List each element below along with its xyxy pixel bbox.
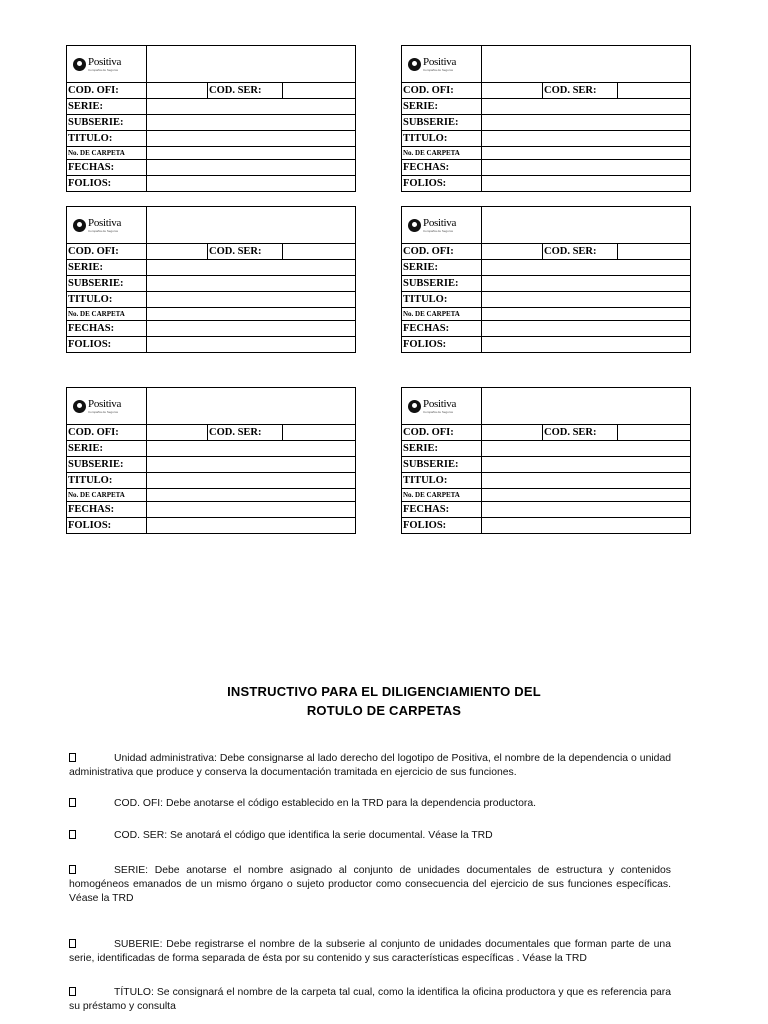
serie-field[interactable]: [482, 99, 690, 114]
carpeta-label: No. DE CARPETA: [67, 308, 147, 320]
logo: [402, 207, 482, 243]
folios-field[interactable]: [482, 176, 690, 191]
subserie-row: [402, 457, 690, 473]
instruction-text: COD. OFI: Debe anotarse el código establecido en la TRD para la dependencia productora.: [114, 798, 537, 809]
logo-text: Positiva: [88, 397, 122, 410]
serie-label: SERIE:: [67, 99, 147, 114]
folios-label: FOLIOS:: [67, 176, 147, 191]
carpeta-label: No. DE CARPETA: [402, 489, 482, 501]
subserie-row: [402, 276, 690, 292]
logo-subtext: Compañía de Seguros: [88, 67, 119, 72]
cod-ser-field[interactable]: [618, 83, 690, 98]
carpeta-label: No. DE CARPETA: [402, 147, 482, 159]
carpeta-label: No. DE CARPETA: [67, 489, 147, 501]
bullet-icon: [69, 798, 76, 807]
cod-ser-label: COD. SER:: [543, 244, 618, 259]
folios-row: [67, 337, 355, 352]
cod-ser-field[interactable]: [283, 83, 355, 98]
positiva-logo-icon: [73, 400, 86, 413]
subserie-label: SUBSERIE:: [402, 115, 482, 130]
titulo-row: [402, 473, 690, 489]
positiva-logo-icon: [408, 400, 421, 413]
folios-field[interactable]: [147, 518, 355, 533]
titulo-row: [67, 473, 355, 489]
serie-field[interactable]: [482, 441, 690, 456]
instruction-subserie: [69, 938, 671, 966]
subserie-field[interactable]: [147, 457, 355, 472]
logo: [402, 46, 482, 82]
cod-ofi-field[interactable]: [147, 83, 208, 98]
cod-ofi-label: COD. OFI:: [402, 244, 482, 259]
carpeta-row: [402, 308, 690, 321]
unit-name-field[interactable]: [147, 46, 355, 82]
label-header: [67, 207, 355, 244]
carpeta-row: [402, 489, 690, 502]
serie-row: [402, 260, 690, 276]
carpeta-field[interactable]: [147, 308, 355, 320]
fechas-field[interactable]: [482, 502, 690, 517]
unit-name-field[interactable]: [482, 388, 690, 424]
logo: [67, 388, 147, 424]
cod-ofi-field[interactable]: [147, 244, 208, 259]
serie-field[interactable]: [147, 260, 355, 275]
serie-row: [402, 99, 690, 115]
logo-text: Positiva: [423, 397, 457, 410]
positiva-logo-icon: [73, 219, 86, 232]
logo-subtext: Compañía de Seguros: [88, 409, 119, 414]
label-header: [402, 207, 690, 244]
carpeta-field[interactable]: [147, 147, 355, 159]
label-header: [67, 46, 355, 83]
logo-subtext: Compañía de Seguros: [423, 228, 454, 233]
folder-label-card: [66, 45, 356, 192]
folios-label: FOLIOS:: [402, 337, 482, 352]
serie-field[interactable]: [147, 99, 355, 114]
carpeta-field[interactable]: [482, 308, 690, 320]
subserie-row: [67, 457, 355, 473]
folios-row: [402, 176, 690, 191]
folios-label: FOLIOS:: [402, 176, 482, 191]
unit-name-field[interactable]: [147, 388, 355, 424]
folios-row: [402, 337, 690, 352]
fechas-row: [67, 321, 355, 337]
subserie-label: SUBSERIE:: [402, 457, 482, 472]
logo: [67, 46, 147, 82]
titulo-label: TITULO:: [402, 473, 482, 488]
bullet-icon: [69, 753, 76, 762]
folios-row: [67, 176, 355, 191]
instruction-text: Unidad administrativa: Debe consignarse al lado derecho del logotipo de Positiva, el nombre de la dependencia o unidad administrativa que produce y conserva la documentación tramitada en ejercicio de sus funciones.: [69, 753, 671, 778]
serie-row: [402, 441, 690, 457]
cod-ofi-label: COD. OFI:: [67, 425, 147, 440]
fechas-label: FECHAS:: [402, 502, 482, 517]
folios-field[interactable]: [147, 176, 355, 191]
folios-field[interactable]: [482, 337, 690, 352]
subserie-field[interactable]: [482, 115, 690, 130]
cod-row: [67, 83, 355, 99]
titulo-field[interactable]: [482, 473, 690, 488]
subserie-label: SUBSERIE:: [67, 276, 147, 291]
titulo-field[interactable]: [147, 473, 355, 488]
fechas-label: FECHAS:: [67, 160, 147, 175]
unit-name-field[interactable]: [482, 46, 690, 82]
titulo-row: [402, 292, 690, 308]
fechas-field[interactable]: [147, 160, 355, 175]
titulo-row: [67, 131, 355, 147]
titulo-label: TITULO:: [402, 131, 482, 146]
subserie-field[interactable]: [147, 276, 355, 291]
logo-text: Positiva: [88, 216, 122, 229]
fechas-field[interactable]: [482, 160, 690, 175]
cod-row: [402, 244, 690, 260]
cod-ser-label: COD. SER:: [208, 244, 283, 259]
instruction-text: SERIE: Debe anotarse el nombre asignado al conjunto de unidades documentales de estructura y contenidos homogéneos emanados de un mismo órgano o sujeto productor como consecuencia del ejercicio de sus funciones específicas. Véase la TRD: [69, 865, 671, 904]
fechas-field[interactable]: [482, 321, 690, 336]
bullet-icon: [69, 987, 76, 996]
carpeta-label: No. DE CARPETA: [402, 308, 482, 320]
serie-row: [67, 99, 355, 115]
cod-ofi-label: COD. OFI:: [402, 425, 482, 440]
carpeta-field[interactable]: [482, 147, 690, 159]
folios-row: [402, 518, 690, 533]
fechas-field[interactable]: [147, 502, 355, 517]
folios-field[interactable]: [147, 337, 355, 352]
cod-ofi-label: COD. OFI:: [67, 244, 147, 259]
cod-ser-label: COD. SER:: [208, 83, 283, 98]
bullet-icon: [69, 830, 76, 839]
serie-label: SERIE:: [67, 441, 147, 456]
cod-ser-label: COD. SER:: [543, 83, 618, 98]
serie-label: SERIE:: [402, 260, 482, 275]
titulo-field[interactable]: [147, 292, 355, 307]
logo-subtext: Compañía de Seguros: [88, 228, 119, 233]
cod-ser-field[interactable]: [283, 244, 355, 259]
instruction-text: TÍTULO: Se consignará el nombre de la carpeta tal cual, como la identifica la oficina productora y que es referencia para su préstamo y consulta: [69, 987, 671, 1012]
subserie-row: [67, 115, 355, 131]
cod-ser-field[interactable]: [618, 425, 690, 440]
cod-row: [402, 83, 690, 99]
folios-row: [67, 518, 355, 533]
serie-label: SERIE:: [67, 260, 147, 275]
positiva-logo-icon: [73, 58, 86, 71]
positiva-logo-icon: [408, 219, 421, 232]
cod-ser-field[interactable]: [618, 244, 690, 259]
folios-label: FOLIOS:: [402, 518, 482, 533]
label-header: [67, 388, 355, 425]
carpeta-label: No. DE CARPETA: [67, 147, 147, 159]
fechas-label: FECHAS:: [67, 502, 147, 517]
cod-ser-label: COD. SER:: [543, 425, 618, 440]
titulo-label: TITULO:: [67, 292, 147, 307]
instruction-titulo: [69, 986, 671, 1014]
fechas-label: FECHAS:: [67, 321, 147, 336]
label-header: [402, 388, 690, 425]
instruction-cod-ser: [69, 829, 671, 843]
carpeta-row: [67, 308, 355, 321]
subserie-label: SUBSERIE:: [67, 457, 147, 472]
folder-label-card: [66, 206, 356, 353]
instructions-title-line2: ROTULO DE CARPETAS: [306, 703, 462, 718]
serie-row: [67, 441, 355, 457]
titulo-label: TITULO:: [67, 131, 147, 146]
folder-label-card: [66, 387, 356, 534]
serie-label: SERIE:: [402, 99, 482, 114]
logo-text: Positiva: [423, 216, 457, 229]
fechas-label: FECHAS:: [402, 160, 482, 175]
instruction-serie: [69, 864, 671, 906]
positiva-logo-icon: [408, 58, 421, 71]
titulo-field[interactable]: [482, 292, 690, 307]
cod-ser-field[interactable]: [283, 425, 355, 440]
folios-label: FOLIOS:: [67, 518, 147, 533]
cod-ofi-field[interactable]: [482, 83, 543, 98]
subserie-row: [402, 115, 690, 131]
carpeta-field[interactable]: [147, 489, 355, 501]
instruction-unidad: [69, 752, 671, 780]
instruction-text: COD. SER: Se anotará el código que identifica la serie documental. Véase la TRD: [114, 830, 493, 841]
cod-ser-label: COD. SER:: [208, 425, 283, 440]
titulo-row: [67, 292, 355, 308]
folder-label-card: [401, 387, 691, 534]
cod-ofi-label: COD. OFI:: [402, 83, 482, 98]
bullet-icon: [69, 865, 76, 874]
cod-ofi-field[interactable]: [147, 425, 208, 440]
fechas-row: [402, 502, 690, 518]
bullet-icon: [69, 939, 76, 948]
titulo-label: TITULO:: [402, 292, 482, 307]
subserie-field[interactable]: [482, 457, 690, 472]
titulo-row: [402, 131, 690, 147]
serie-field[interactable]: [147, 441, 355, 456]
titulo-field[interactable]: [482, 131, 690, 146]
carpeta-row: [402, 147, 690, 160]
serie-row: [67, 260, 355, 276]
folios-label: FOLIOS:: [67, 337, 147, 352]
carpeta-row: [67, 147, 355, 160]
fechas-label: FECHAS:: [402, 321, 482, 336]
fechas-field[interactable]: [147, 321, 355, 336]
subserie-row: [67, 276, 355, 292]
unit-name-field[interactable]: [147, 207, 355, 243]
subserie-field[interactable]: [147, 115, 355, 130]
fechas-row: [402, 160, 690, 176]
unit-name-field[interactable]: [482, 207, 690, 243]
titulo-field[interactable]: [147, 131, 355, 146]
logo-text: Positiva: [423, 55, 457, 68]
instructions-title-line1: INSTRUCTIVO PARA EL DILIGENCIAMIENTO DEL: [227, 684, 541, 699]
cod-ofi-field[interactable]: [482, 244, 543, 259]
fechas-row: [67, 502, 355, 518]
cod-ofi-label: COD. OFI:: [67, 83, 147, 98]
cod-row: [402, 425, 690, 441]
folder-label-card: [401, 45, 691, 192]
folder-label-card: [401, 206, 691, 353]
subserie-label: SUBSERIE:: [67, 115, 147, 130]
folios-field[interactable]: [482, 518, 690, 533]
instruction-text: SUBERIE: Debe registrarse el nombre de la subserie al conjunto de unidades documentales que forman parte de una serie, identificadas de forma separada de ésta por su contenido y sus características específicas . Véase la TRD: [69, 939, 671, 964]
carpeta-field[interactable]: [482, 489, 690, 501]
serie-label: SERIE:: [402, 441, 482, 456]
logo-text: Positiva: [88, 55, 122, 68]
fechas-row: [67, 160, 355, 176]
carpeta-row: [67, 489, 355, 502]
instruction-cod-ofi: [69, 797, 671, 811]
subserie-label: SUBSERIE:: [402, 276, 482, 291]
subserie-field[interactable]: [482, 276, 690, 291]
logo-subtext: Compañía de Seguros: [423, 409, 454, 414]
serie-field[interactable]: [482, 260, 690, 275]
titulo-label: TITULO:: [67, 473, 147, 488]
label-header: [402, 46, 690, 83]
logo-subtext: Compañía de Seguros: [423, 67, 454, 72]
fechas-row: [402, 321, 690, 337]
logo: [67, 207, 147, 243]
cod-row: [67, 244, 355, 260]
instructions-title: [0, 682, 768, 720]
cod-ofi-field[interactable]: [482, 425, 543, 440]
cod-row: [67, 425, 355, 441]
logo: [402, 388, 482, 424]
